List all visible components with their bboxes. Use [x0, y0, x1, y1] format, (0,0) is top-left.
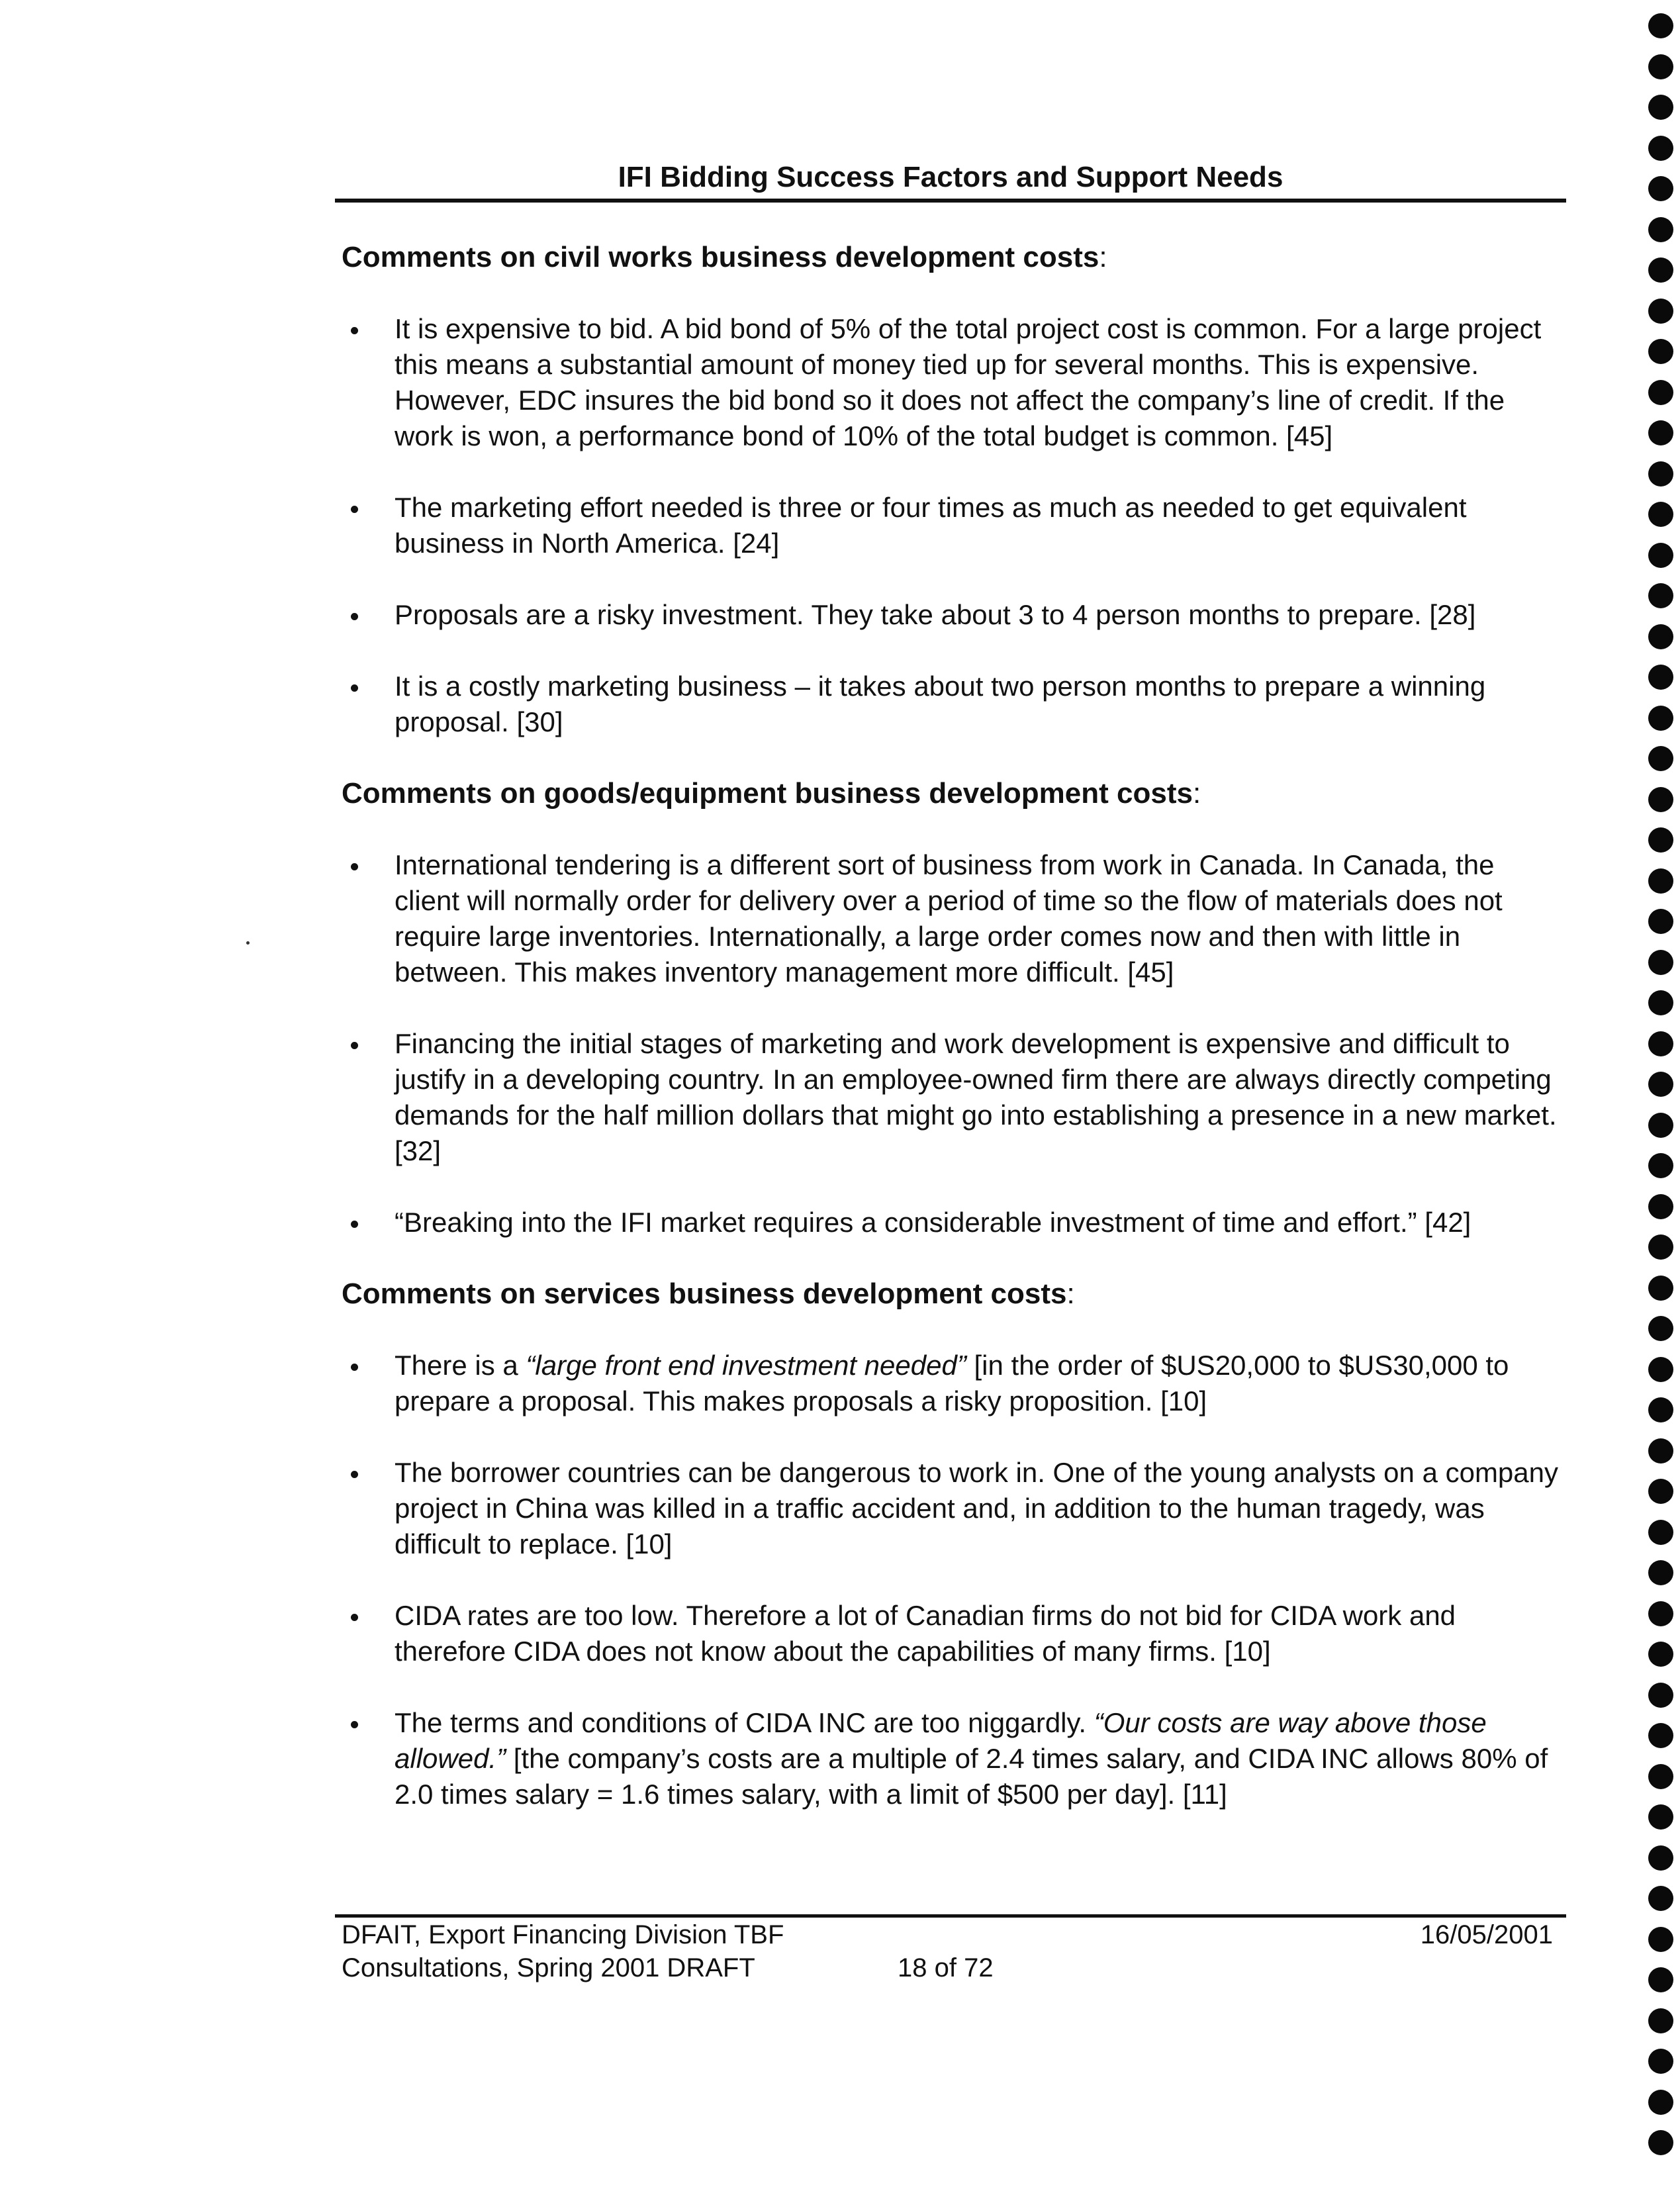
binding-hole-icon	[1648, 950, 1673, 975]
binding-hole-icon	[1648, 1560, 1673, 1585]
binding-hole-icon	[1648, 624, 1673, 649]
binding-hole-icon	[1648, 2049, 1673, 2074]
binding-hole-icon	[1648, 1316, 1673, 1341]
binding-hole-icon	[1648, 2090, 1673, 2115]
bullet-text: Proposals are a risky investment. They take about 3 to 4 person months to prepare. [28]	[395, 599, 1476, 630]
binding-hole-icon	[1648, 990, 1673, 1015]
binding-hole-icon	[1648, 1804, 1673, 1830]
quoted-text: “Our costs are way above those allowed.”	[395, 1707, 1487, 1774]
binding-hole-icon	[1648, 2008, 1673, 2033]
binding-hole-icon	[1648, 1357, 1673, 1382]
section-heading-colon: :	[1192, 777, 1201, 810]
binding-hole-icon	[1648, 583, 1673, 608]
section-heading-colon: :	[1066, 1278, 1075, 1310]
binding-hole-icon	[1648, 299, 1673, 324]
bullet-text: Financing the initial stages of marketing and work development is expensive and difficult to justify in a developing country. In an employee-owned firm there are always directly competing demands for the half million dollars that might go into establishing a presence in a new market. [32]	[395, 1028, 1557, 1166]
binding-hole-icon	[1648, 1845, 1673, 1871]
page-header-title: IFI Bidding Success Factors and Support Needs	[618, 161, 1283, 193]
binding-hole-icon	[1648, 1276, 1673, 1301]
binding-hole-icon	[1648, 1479, 1673, 1504]
bullet-item	[342, 597, 1566, 633]
binding-hole-icon	[1648, 1031, 1673, 1056]
quoted-text: “large front end investment needed”	[526, 1350, 966, 1381]
section-heading-text: Comments on goods/equipment business development costs	[342, 777, 1193, 810]
bullet-text: International tendering is a different sort of business from work in Canada. In Canada, the client will normally order for delivery over a period of time so the flow of materials does not require large inventories. Internationally, a large order comes now and then with little in between. This makes inventory management more difficult. [45]	[395, 849, 1503, 988]
spiral-binding-holes	[1648, 13, 1675, 2184]
bullet-item	[342, 1205, 1566, 1240]
binding-hole-icon	[1648, 1723, 1673, 1748]
binding-hole-icon	[1648, 1520, 1673, 1545]
binding-hole-icon	[1648, 380, 1673, 405]
binding-hole-icon	[1648, 706, 1673, 731]
binding-hole-icon	[1648, 502, 1673, 527]
section-heading-text: Comments on civil works business development costs	[342, 241, 1099, 273]
binding-hole-icon	[1648, 136, 1673, 161]
page-number: 18 of 72	[898, 1953, 994, 1982]
bullet-icon	[351, 684, 358, 692]
section-heading	[342, 240, 1566, 275]
binding-hole-icon	[1648, 54, 1673, 79]
binding-hole-icon	[1648, 1642, 1673, 1667]
bullet-item	[342, 847, 1566, 990]
bullet-text: CIDA rates are too low. Therefore a lot of Canadian firms do not bid for CIDA work and therefore CIDA does not know about the capabilities of many firms. [10]	[395, 1600, 1456, 1667]
section-heading-colon: :	[1099, 241, 1107, 273]
bullet-item	[342, 1026, 1566, 1169]
bullet-item	[342, 1348, 1566, 1419]
document-body	[342, 240, 1566, 1848]
bullet-list	[342, 847, 1566, 1240]
binding-hole-icon	[1648, 1153, 1673, 1178]
binding-hole-icon	[1648, 13, 1673, 38]
bullet-item	[342, 669, 1566, 740]
bullet-icon	[351, 1221, 358, 1228]
bullet-text: The terms and conditions of CIDA INC are too niggardly.	[395, 1707, 1094, 1738]
bullet-text: [in the order of $US20,000 to $US30,000 to prepare a proposal. This makes proposals a risky proposition. [10]	[395, 1350, 1509, 1417]
bullet-item	[342, 490, 1566, 561]
page-footer	[342, 1918, 1566, 1984]
binding-hole-icon	[1648, 1683, 1673, 1708]
binding-hole-icon	[1648, 909, 1673, 934]
bullet-icon	[351, 1471, 358, 1478]
bullet-icon	[351, 506, 358, 513]
bullet-text: It is expensive to bid. A bid bond of 5% of the total project cost is common. For a large project this means a substantial amount of money tied up for several months. This is expensive. However, EDC insures the bid bond so it does not affect the company’s line of credit. If the work is won, a performance bond of 10% of the total budget is common. [45]	[395, 313, 1542, 451]
bullet-icon	[351, 327, 358, 334]
binding-hole-icon	[1648, 420, 1673, 445]
binding-hole-icon	[1648, 339, 1673, 364]
bullet-text: There is a	[395, 1350, 526, 1381]
bullet-list	[342, 1348, 1566, 1812]
binding-hole-icon	[1648, 1113, 1673, 1138]
bullet-icon	[351, 1614, 358, 1621]
binding-hole-icon	[1648, 1967, 1673, 1992]
bullet-icon	[351, 863, 358, 870]
binding-hole-icon	[1648, 95, 1673, 120]
binding-hole-icon	[1648, 1886, 1673, 1911]
bullet-icon	[351, 1042, 358, 1049]
bullet-text: The borrower countries can be dangerous to work in. One of the young analysts on a company project in China was killed in a traffic accident and, in addition to the human tragedy, was difficult to replace. [10]	[395, 1457, 1559, 1559]
bullet-text: “Breaking into the IFI market requires a considerable investment of time and effort.” [42]	[395, 1207, 1471, 1238]
binding-hole-icon	[1648, 1601, 1673, 1626]
binding-hole-icon	[1648, 1072, 1673, 1097]
footer-rule	[335, 1914, 1566, 1918]
bullet-text: It is a costly marketing business – it takes about two person months to prepare a winning proposal. [30]	[395, 671, 1486, 737]
binding-hole-icon	[1648, 461, 1673, 487]
binding-hole-icon	[1648, 746, 1673, 771]
binding-hole-icon	[1648, 217, 1673, 242]
section-heading-text: Comments on services business development costs	[342, 1278, 1067, 1310]
binding-hole-icon	[1648, 1764, 1673, 1789]
scan-speck	[246, 941, 250, 945]
footer-consultations: Consultations, Spring 2001 DRAFT	[342, 1953, 755, 1982]
bullet-text: [the company’s costs are a multiple of 2.4 times salary, and CIDA INC allows 80% of 2.0 times salary = 1.6 times salary, with a limit of $500 per day]. [11]	[395, 1743, 1548, 1810]
bullet-item	[342, 1705, 1566, 1812]
binding-hole-icon	[1648, 1397, 1673, 1422]
bullet-icon	[351, 1364, 358, 1371]
binding-hole-icon	[1648, 1927, 1673, 1952]
binding-hole-icon	[1648, 2130, 1673, 2155]
bullet-icon	[351, 613, 358, 620]
header-rule	[335, 199, 1566, 203]
binding-hole-icon	[1648, 1438, 1673, 1464]
binding-hole-icon	[1648, 543, 1673, 568]
binding-hole-icon	[1648, 787, 1673, 812]
bullet-list	[342, 311, 1566, 740]
bullet-text: The marketing effort needed is three or four times as much as needed to get equivalent business in North America. [24]	[395, 492, 1467, 559]
section-heading	[342, 1276, 1566, 1312]
section-heading	[342, 776, 1566, 812]
binding-hole-icon	[1648, 665, 1673, 690]
binding-hole-icon	[1648, 257, 1673, 283]
binding-hole-icon	[1648, 827, 1673, 853]
bullet-item	[342, 311, 1566, 454]
bullet-icon	[351, 1721, 358, 1728]
binding-hole-icon	[1648, 1194, 1673, 1219]
binding-hole-icon	[1648, 1234, 1673, 1260]
binding-hole-icon	[1648, 176, 1673, 201]
bullet-item	[342, 1455, 1566, 1562]
footer-date: 16/05/2001	[1420, 1920, 1553, 1949]
bullet-item	[342, 1598, 1566, 1669]
binding-hole-icon	[1648, 868, 1673, 894]
footer-org: DFAIT, Export Financing Division TBF	[342, 1920, 784, 1949]
